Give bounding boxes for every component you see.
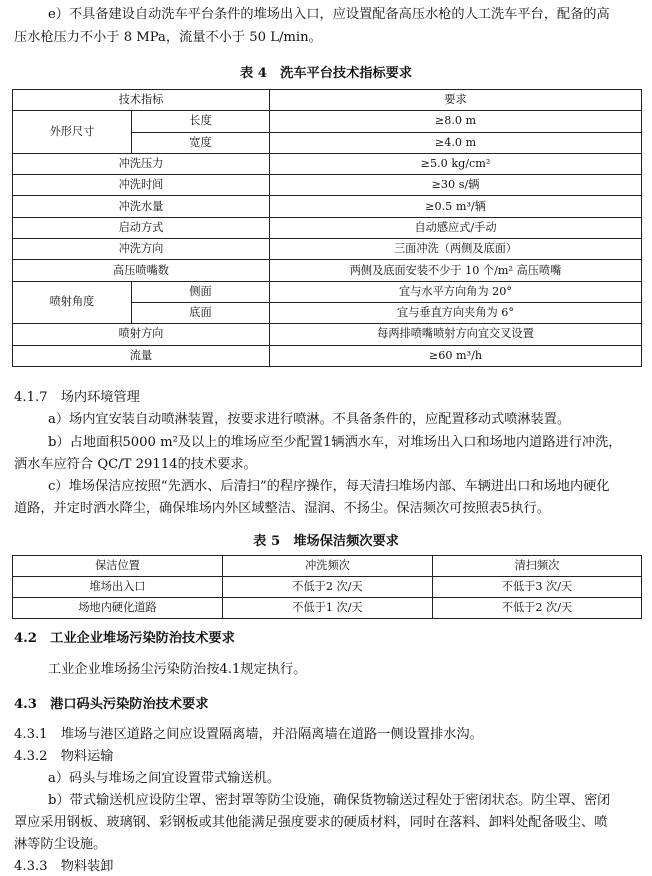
section-4-1-7-line: b）占地面积5000 m²及以上的堆场应至少配置1辆洒水车，对堆场出入口和场地内道路进行冲洗，	[48, 435, 622, 450]
table-row	[13, 281, 642, 302]
table-cell: 场地内硬化道路	[13, 598, 223, 619]
table-cell: 三面冲洗（两侧及底面）	[270, 239, 642, 260]
table5-caption: 表 5 堆场保洁频次要求	[253, 534, 399, 549]
table-cell: 启动方式	[13, 217, 270, 238]
section-4-2-heading: 4.2 工业企业堆场污染防治技术要求	[14, 631, 235, 646]
table-group-label: 喷射角度	[13, 281, 132, 324]
table-cell: 流量	[13, 345, 270, 366]
table-cell: 宽度	[132, 132, 270, 153]
para-e-line-1: e）不具备建设自动洗车平台条件的堆场出入口，应设置配备高压水枪的人工洗车平台，配备的高	[48, 7, 610, 22]
section-4-3-line: 淋等防尘设施。	[14, 837, 107, 852]
table-cell: 不低于2 次/天	[433, 598, 642, 619]
table-cell: ≥30 s/辆	[270, 175, 642, 196]
table-cell: 宜与水平方向角为 20°	[270, 281, 642, 302]
section-4-3-line: 罩应采用钢板、玻璃钢、彩钢板或其他能满足强度要求的硬质材料，同时在落料、卸料处配备吸尘、喷	[14, 815, 608, 830]
table-cell: 冲洗时间	[13, 175, 270, 196]
table-cell: ≥60 m³/h	[270, 345, 642, 366]
table4-caption: 表 4 洗车平台技术指标要求	[239, 66, 413, 81]
section-4-2-text: 工业企业堆场扬尘污染防治按4.1规定执行。	[48, 662, 307, 677]
table-row	[13, 196, 642, 217]
table-cell: 不低于1 次/天	[223, 598, 433, 619]
table-cell: 长度	[132, 111, 270, 132]
table-cell: 冲洗水量	[13, 196, 270, 217]
section-4-3-heading: 4.3 港口码头污染防治技术要求	[14, 697, 209, 712]
table-header-cell: 清扫频次	[433, 556, 642, 577]
section-4-1-7-heading: 4.1.7 场内环境管理	[14, 390, 140, 405]
table-cell: 喷射方向	[13, 324, 270, 345]
table-header-cell: 要求	[270, 90, 642, 111]
table-header-row	[13, 556, 642, 577]
table-row	[13, 111, 642, 132]
table-cell: 高压喷嘴数	[13, 260, 270, 281]
table-header-cell: 冲洗频次	[223, 556, 433, 577]
table-cell: 不低于3 次/天	[433, 577, 642, 598]
table-header-row	[13, 90, 642, 111]
table-cell: ≥4.0 m	[270, 132, 642, 153]
table-row	[13, 345, 642, 366]
table-cell: 底面	[132, 302, 270, 323]
table-row	[13, 153, 642, 174]
table-cell: ≥5.0 kg/cm²	[270, 153, 642, 174]
table-cell: 堆场出入口	[13, 577, 223, 598]
section-4-1-7-line: 洒水车应符合 QC/T 29114的技术要求。	[14, 457, 257, 472]
section-4-3-line: 4.3.2 物料运输	[14, 749, 114, 764]
section-4-1-7-line: a）场内宜安装自动喷淋装置，按要求进行喷淋。不具备条件的，应配置移动式喷淋装置。	[48, 412, 571, 427]
table-header-cell: 技术指标	[13, 90, 270, 111]
table-cell: 自动感应式/手动	[270, 217, 642, 238]
table-row	[13, 598, 642, 619]
para-e-line-2: 压水枪压力不小于 8 MPa，流量不小于 50 L/min。	[14, 30, 322, 45]
table-cell: 每两排喷嘴喷射方向宜交叉设置	[270, 324, 642, 345]
section-4-1-7-line: c）堆场保洁应按照“先洒水、后清扫”的程序操作，每天清扫堆场内部、车辆进出口和场地内硬化	[48, 479, 610, 494]
table-cell: 宜与垂直方向夹角为 6°	[270, 302, 642, 323]
section-4-3-line: 4.3.3 物料装卸	[14, 859, 114, 874]
section-4-1-7-line: 道路，并定时洒水降尘，确保堆场内外区域整洁、湿润、不扬尘。保洁频次可按照表5执行。	[14, 501, 550, 516]
table-row	[13, 217, 642, 238]
table-cell: 侧面	[132, 281, 270, 302]
table4	[12, 89, 642, 367]
table-cell: ≥8.0 m	[270, 111, 642, 132]
table-cell: 冲洗压力	[13, 153, 270, 174]
table-cell: 冲洗方向	[13, 239, 270, 260]
section-4-3-line: 4.3.1 堆场与港区道路之间应设置隔离墙，并沿隔离墙在道路一侧设置排水沟。	[14, 727, 483, 742]
table-group-label: 外形尺寸	[13, 111, 132, 154]
table5	[12, 555, 642, 619]
table-row	[13, 577, 642, 598]
table-cell: 两侧及底面安装不少于 10 个/m² 高压喷嘴	[270, 260, 642, 281]
section-4-3-line: b）带式输送机应设防尘罩、密封罩等防尘设施，确保货物输送过程处于密闭状态。防尘罩、密闭	[48, 793, 611, 808]
table-cell: ≥0.5 m³/辆	[270, 196, 642, 217]
table-row	[13, 324, 642, 345]
table-row	[13, 239, 642, 260]
table-header-cell: 保洁位置	[13, 556, 223, 577]
table-row	[13, 175, 642, 196]
table-cell: 不低于2 次/天	[223, 577, 433, 598]
section-4-3-line: a）码头与堆场之间宜设置带式输送机。	[48, 771, 281, 786]
table-row	[13, 260, 642, 281]
